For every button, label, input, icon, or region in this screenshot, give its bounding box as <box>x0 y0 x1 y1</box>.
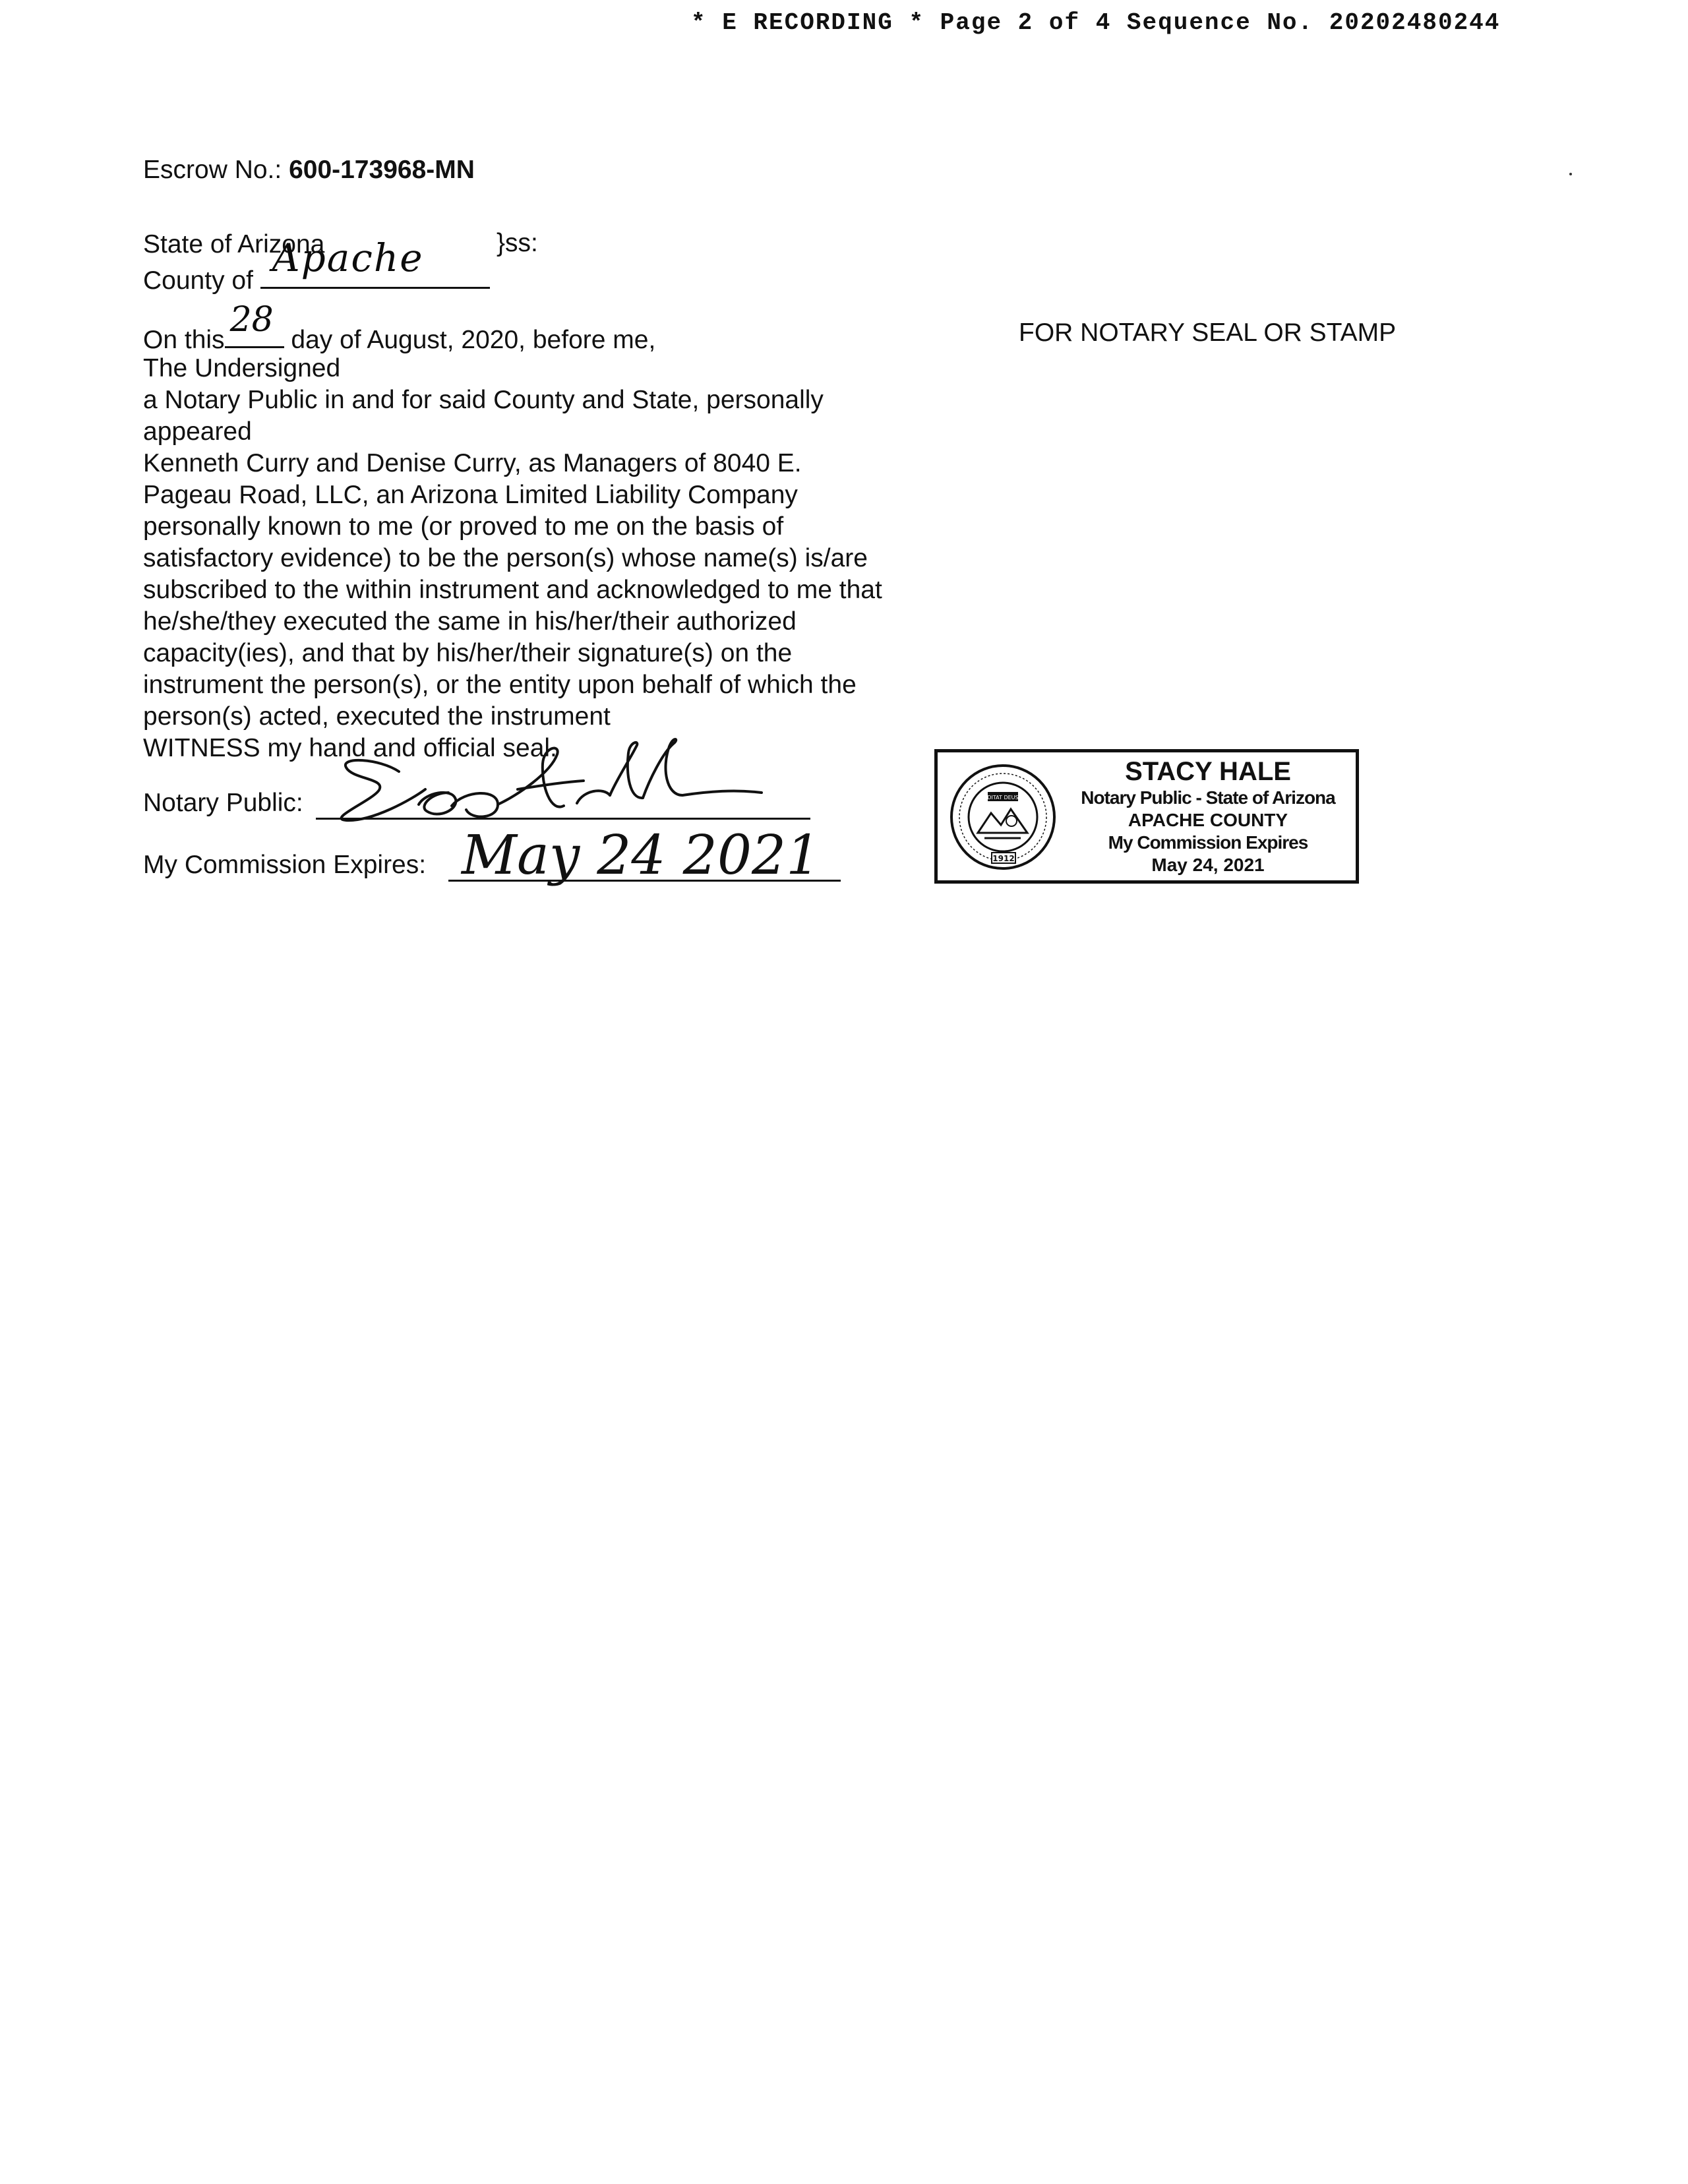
body-line: subscribed to the within instrument and acknowledged to me that <box>143 576 882 604</box>
stamp-notary-name: STACY HALE <box>1125 757 1291 786</box>
escrow-number-line <box>143 156 475 185</box>
notary-signature <box>300 727 775 832</box>
county-label: County of <box>143 266 253 295</box>
body-line: a Notary Public in and for said County and State, personally <box>143 386 824 414</box>
escrow-number: 600-173968-MN <box>289 156 475 184</box>
body-line: personally known to me (or proved to me on the basis of <box>143 512 784 541</box>
state-line: State of Arizona <box>143 230 325 258</box>
body-line: Pageau Road, LLC, an Arizona Limited Liability Company <box>143 481 798 509</box>
commission-expires-label: My Commission Expires: <box>143 851 427 879</box>
notary-stamp <box>934 749 1359 884</box>
stamp-commission-label: My Commission Expires <box>1108 832 1308 853</box>
body-line: capacity(ies), and that by his/her/their signature(s) on the <box>143 639 793 667</box>
stamp-commission-date: May 24, 2021 <box>1151 855 1265 875</box>
stamp-county: APACHE COUNTY <box>1128 810 1288 830</box>
commission-handwritten: May 24 2021 <box>462 824 821 887</box>
county-field <box>260 235 490 289</box>
body-line: The Undersigned <box>143 354 341 382</box>
seal-motto: DITAT DEUS <box>987 795 1019 801</box>
seal-year: 1912 <box>992 854 1015 863</box>
ss-bracket: }ss: <box>497 229 538 257</box>
day-handwritten: 28 <box>229 300 274 340</box>
stamp-title: Notary Public - State of Arizona <box>1081 787 1335 808</box>
body-line: appeared <box>143 417 252 446</box>
date-line <box>143 300 656 356</box>
body-line: he/she/they executed the same in his/her/their authorized <box>143 607 797 636</box>
county-handwritten: Apache <box>272 235 424 280</box>
recording-header: * E RECORDING * Page 2 of 4 Sequence No. 20202480244 <box>691 9 1501 36</box>
witness-line: WITNESS my hand and official seal. <box>143 734 557 762</box>
on-this-label: On this <box>143 326 225 354</box>
arizona-seal-icon <box>948 760 1058 874</box>
date-rest: day of August, 2020, before me, <box>291 326 656 354</box>
acknowledgment-body <box>143 353 882 764</box>
body-line: instrument the person(s), or the entity upon behalf of which the <box>143 671 857 699</box>
stray-mark <box>1569 173 1572 175</box>
escrow-label: Escrow No.: <box>143 156 282 184</box>
day-field <box>225 300 284 348</box>
body-line: person(s) acted, executed the instrument <box>143 702 611 731</box>
body-line: Kenneth Curry and Denise Curry, as Managers of 8040 E. <box>143 449 802 477</box>
notary-public-label: Notary Public: <box>143 789 303 817</box>
body-line: satisfactory evidence) to be the person(s) whose name(s) is/are <box>143 544 868 572</box>
seal-area-label: FOR NOTARY SEAL OR STAMP <box>1019 318 1397 347</box>
stamp-text <box>1063 756 1353 876</box>
